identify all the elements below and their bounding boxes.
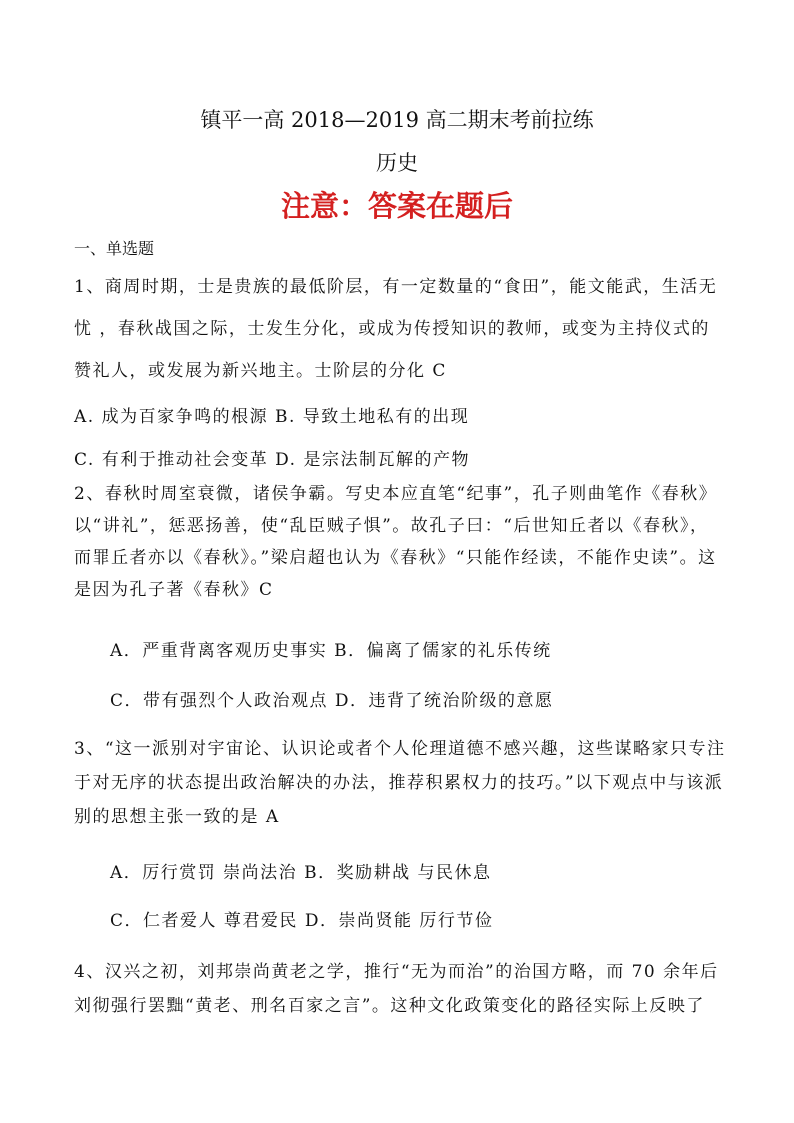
subject-heading: 历史 <box>376 151 418 175</box>
answer-notice: 注意：答案在题后 <box>280 189 513 223</box>
question-1-option-row-1: A. 成为百家争鸣的根源 B. 导致土地私有的出现 <box>74 407 470 427</box>
question-1-option-row-2: C. 有利于推动社会变革 D. 是宗法制瓦解的产物 <box>74 450 470 470</box>
question-3-text: 3、“这一派别对宇宙论、认识论或者个人伦理道德不感兴趣，这些谋略家只专注于对无序的状态提出政治解决的办法，推荐积累权力的技巧。”以下观点中与该派别的思想主张一致的是 A <box>74 739 726 827</box>
question-1-text: 1、商周时期，士是贵族的最低阶层，有一定数量的“食田”，能文能武，生活无忧 ，春秋战国之际，士发生分化，或成为传授知识的教师，或变为主持仪式的赞礼人，或发展为新兴地主。士阶层的分化 C <box>74 277 718 381</box>
page-title: 镇平一高 2018—2019 高二期末考前拉练 <box>200 108 594 132</box>
question-2-option-row-1: A．严重背离客观历史事实 B．偏离了儒家的礼乐传统 <box>110 641 552 661</box>
section-heading: 一、单选题 <box>74 239 155 258</box>
question-2-option-row-2: C．带有强烈个人政治观点 D．违背了统治阶级的意愿 <box>110 691 554 711</box>
question-3-option-row-1: A．厉行赏罚 崇尚法治 B．奖励耕战 与民休息 <box>110 863 492 883</box>
question-3-option-row-2: C．仁者爱人 尊君爱民 D．崇尚贤能 厉行节俭 <box>110 911 494 931</box>
question-2-text: 2、春秋时周室衰微，诸侯争霸。写史本应直笔“纪事”，孔子则曲笔作《春秋》以“讲礼”，惩恶扬善，使“乱臣贼子惧”。故孔子曰：“后世知丘者以《春秋》，而罪丘者亦以《春秋》。”梁启超也认为《春秋》“只能作经读，不能作史读”。这是因为孔子著《春秋》C <box>74 484 718 600</box>
question-4-text: 4、汉兴之初，刘邦崇尚黄老之学，推行“无为而治”的治国方略，而 70 余年后刘彻强行罢黜“黄老、刑名百家之言”。这种文化政策变化的路径实际上反映了 <box>74 962 719 1016</box>
